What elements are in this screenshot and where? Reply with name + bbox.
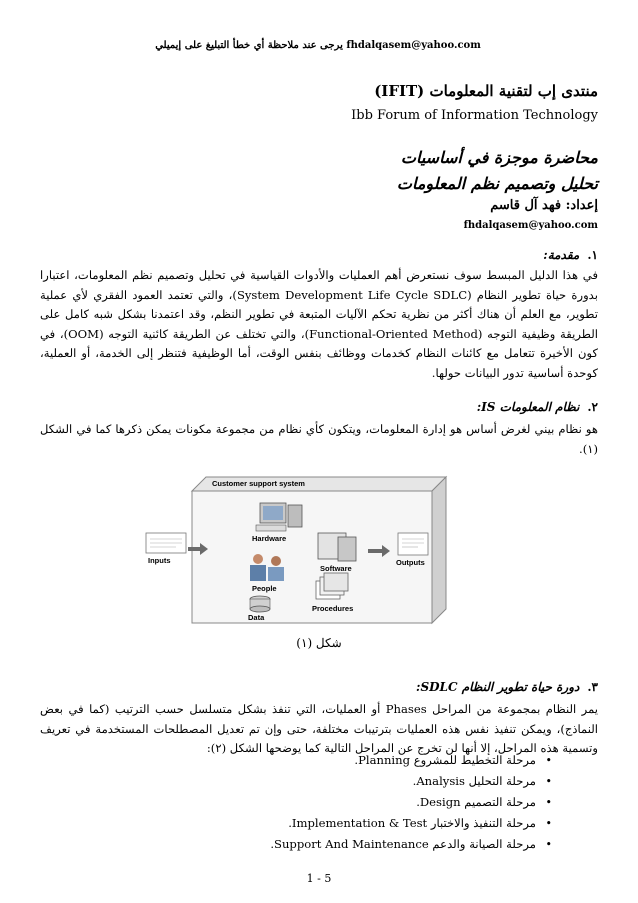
sdlc-phase-list: [40, 750, 598, 855]
software-component: [318, 533, 356, 573]
disk-icon: [338, 537, 356, 561]
figure-drawing: [140, 463, 458, 625]
tower-icon: [288, 505, 302, 527]
person-body-icon: [250, 565, 266, 581]
person-head-icon: [271, 556, 281, 566]
section-title: نظام المعلومات IS:: [476, 400, 580, 414]
people-label: People: [252, 584, 277, 593]
forum-title-english: Ibb Forum of Information Technology: [351, 108, 598, 123]
list-item: [40, 792, 598, 813]
hardware-label: Hardware: [252, 534, 287, 543]
procedures-label: Procedures: [312, 604, 354, 613]
lecture-title: محاضرة موجزة في أساسيات: [400, 148, 598, 167]
section-title: مقدمة:: [543, 248, 580, 262]
forum-title-arabic: منتدى إب لتقنية المعلومات (IFIT): [374, 82, 598, 100]
list-item: [40, 771, 598, 792]
person-body-icon: [268, 567, 284, 581]
bullet-icon: •: [545, 754, 552, 767]
system-box-side: [432, 477, 446, 623]
section-sdlc-body: يمر النظام بمجموعة من المراحل Phases أو العمليات، التي تنفذ بشكل متسلسل حسب الترتيب (كما في بعض النماذج)، ويمكن تنفيذ نفس هذه العمليات بترتيبات مختلفة، حتى وإن تم تعديل المصطلحات المستخدمة في تعريف وتسمية هذه المراحل، إلا أنها لن تخرج عن المراحل التالية كما يوضحها الشكل (٢):: [40, 702, 598, 755]
section-number: ١.: [587, 248, 598, 262]
lecture-subtitle: تحليل وتصميم نظم المعلومات: [396, 174, 598, 193]
section-number: ٣.: [587, 680, 598, 694]
keyboard-icon: [256, 525, 286, 531]
bullet-icon: •: [545, 838, 552, 851]
phase-label: مرحلة التحليل Analysis.: [412, 774, 536, 788]
figure-caption: شكل (١): [296, 636, 342, 650]
figure-information-system-components: [140, 463, 458, 625]
author-email: fhdalqasem@yahoo.com: [463, 220, 598, 231]
phase-label: مرحلة التصميم Design.: [416, 795, 536, 809]
author-line: إعداد: فهد آل قاسم: [490, 198, 598, 213]
bullet-icon: •: [545, 796, 552, 809]
phase-label: مرحلة التنفيذ والاختبار Implementation & Test.: [288, 816, 536, 830]
list-item: [40, 813, 598, 834]
system-label: Customer support system: [212, 479, 305, 488]
inputs-label: Inputs: [148, 556, 171, 565]
list-item: [40, 750, 598, 771]
section-intro-heading: [543, 248, 598, 262]
list-item: [40, 834, 598, 855]
section-intro-body: في هذا الدليل المبسط سوف نستعرض أهم العمليات والأدوات القياسية في تحليل وتصميم نظم المعلومات، اعتبارا بدورة حياة تطوير النظام (System Development Life Cycle SDLC)، والتي تعتمد العمود الفقري لأي عملية تطوير، مع العلم أن هناك أكثر من نظرية تحكم الآليات المتبعة في تطوير النظم، وقد اعتمدنا بشكل شبه كامل على الطريقة وظيفية التوجه (Functional-Oriented Method)، والتي تختلف عن الطريقة كائنية التوجه (OOM)، في كون الأخيرة تتعامل مع كائنات النظام كخدمات ووظائف بنفس الوقت، أما الوظيفية فتنظر إلى الخدمة، أو العملية، كوحدة أساسية تدور البيانات حولها.: [40, 268, 599, 380]
software-label: Software: [320, 564, 352, 573]
phase-label: مرحلة الصيانة والدعم Support And Maintenance.: [270, 837, 536, 851]
header-email-note: fhdalqasem@yahoo.com يرجى عند ملاحظة أي خطأ التبليغ على إيميلي: [155, 40, 481, 51]
report-icon: [398, 533, 428, 555]
section-is-heading: [477, 400, 598, 414]
section-number: ٢.: [587, 400, 598, 414]
bullet-icon: •: [545, 775, 552, 788]
phase-label: مرحلة التخطيط للمشروع Planning.: [354, 753, 536, 767]
section-title: دورة حياة تطوير النظام SDLC:: [416, 680, 580, 694]
data-label: Data: [248, 613, 265, 622]
outputs-label: Outputs: [396, 558, 425, 567]
screen-icon: [263, 506, 283, 520]
section-sdlc-heading: [416, 680, 598, 694]
section-is-body: هو نظام بيني لغرض أساس هو إدارة المعلومات، ويتكون كأي نظام من مجموعة مكونات يمكن ذكرها كما في الشكل (١).: [40, 422, 598, 456]
page-number: 1 - 5: [306, 872, 332, 885]
bullet-icon: •: [545, 817, 552, 830]
person-head-icon: [253, 554, 263, 564]
